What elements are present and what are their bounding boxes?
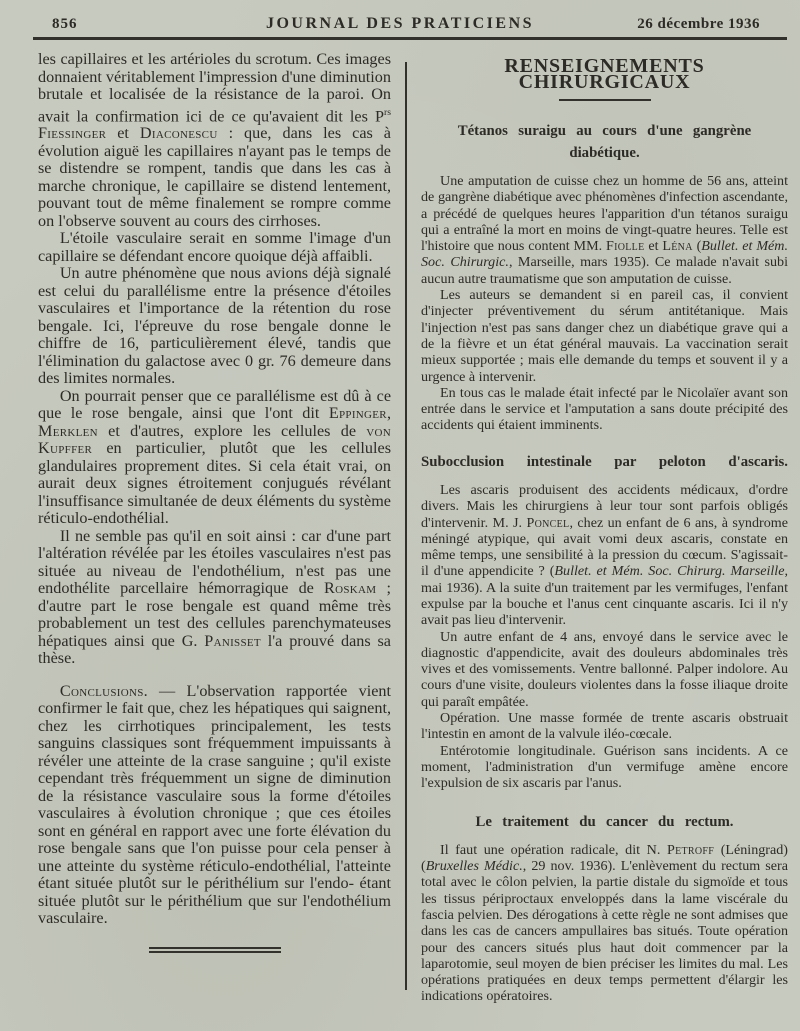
article-heading: Tétanos suraigu au cours d'une gangrène diabétique. bbox=[457, 122, 752, 161]
journal-title: JOURNAL DES PRATICIENS bbox=[265, 15, 535, 32]
paragraph: Il ne semble pas qu'il en soit ainsi : car d'une part l'altération révélée par les étoiles vasculaires n'est pas située au niveau de l'endothélium, n'est pas une endothélite parcellaire hémorragique de Roskam ; d'autre part le rose bengale est quand même très probablement un test des cellules parenchymateuses hépatiques ainsi que G. Panisset l'a prouvé dans sa thèse. bbox=[38, 526, 391, 668]
paragraph: Entérotomie longitudinale. Guérison sans incidents. A ce moment, l'administration d'un vermifuge amène encore l'expulsion de six ascaris par l'anus. bbox=[421, 742, 788, 792]
right-column bbox=[421, 50, 788, 1005]
page-number: 856 bbox=[52, 16, 78, 32]
left-column-paragraphs bbox=[38, 51, 391, 928]
article-heading: Le traitement du cancer du rectum. bbox=[475, 813, 734, 830]
column-divider bbox=[405, 62, 407, 990]
section-title-rule bbox=[559, 99, 651, 101]
article-subocclusion bbox=[421, 451, 788, 792]
issue-date: 26 décembre 1936 bbox=[637, 16, 760, 32]
paragraph: Conclusions. — L'observation rapportée vient confirmer le fait que, chez les hépatiques qui saignent, chez les cirrhotiques principalement, les tests sanguins classiques sont fréquemment impuissants à révéler une atteinte de la crase sanguine ; qu'il existe cependant très fréquemment un signe de diminution de la résistance vasculaire sous la forme d'étoiles vasculaires à évolution chronique ; que ces étoiles sont en général en rapport avec une forte élévation du rose bengale sans que l'on puisse pour cela penser à une atteinte du système réticulo-endothélial, l'atteinte étant située plutôt sur le périthélium sur l'endo- étant située plutôt sur le périthélium que sur l'endothélium vasculaire. bbox=[38, 681, 391, 928]
paragraph: En tous cas le malade était infecté par le Nicolaïer avant son entrée dans le service et l'amputation a sans doute précipité des accidents qui étaient imminents. bbox=[421, 384, 788, 434]
paragraph: Les ascaris produisent des accidents médicaux, d'ordre divers. Mais les chirurgiens à leur tour sont parfois obligés d'intervenir. M. J. Poncel, chez un enfant de 6 ans, à syndrome méningé atypique, qui avait vomi deux ascaris, constate en même temps, une sensibilité à la pression du cœcum. S'agissait-il d'une appendicite ? (Bullet. et Mém. Soc. Chirurg. Marseille, mai 1936). A la suite d'un traitement par les vermifuges, l'enfant expulse par la bouche et l'anus cent cinquante ascaris. Ici il n'y avait pas lieu d'intervenir. bbox=[421, 481, 788, 629]
paragraph: Un autre enfant de 4 ans, envoyé dans le service avec le diagnostic d'appendicite, avait des douleurs abdominales très vives et des vomissements. Ventre ballonné. Palper indolore. Au cours d'une visite, douleurs violentes dans la fosse iliaque droite qui paraît empâtée. bbox=[421, 628, 788, 710]
paragraph: Les auteurs se demandent si en pareil cas, il convient d'injecter préventivement du sérum antitétanique. Mais l'injection n'est pas sans danger chez un diabétique grave qui a de la fièvre et un état général mauvais. La vaccination serait mieux supportée ; mais elle demande du temps et souvent il y a urgence à intervenir. bbox=[421, 287, 788, 385]
article-cancer-rectum bbox=[421, 811, 788, 1005]
article-paragraphs bbox=[421, 482, 788, 792]
paragraph: Un autre phénomène que nous avions déjà signalé est celui du parallélisme entre la présence d'étoiles vasculaires et l'importance de la rétention du rose bengale. Ici, l'épreuve du rose bengale donne le chiffre de 16, particulièrement élevé, tandis que l'élimination du galactose avec 0 gr. 76 demeure dans des limites normales. bbox=[38, 264, 391, 388]
paragraph: On pourrait penser que ce parallélisme est dû à ce que le rose bengale, ainsi que l'ont dit Eppinger, Merklen et d'autres, explore les cellules de von Kupffer en particulier, plutôt que les cellules glandulaires proprement dites. Si cela était vrai, on aurait deux signes étroitement conjugués révélant l'insuffisance simultanée de deux éléments du système réticulo-endothélial. bbox=[38, 386, 391, 528]
section-title: RENSEIGNEMENTS CHIRURGICAUX bbox=[504, 55, 705, 94]
paragraph: Il faut une opération radicale, dit N. Petroff (Léningrad) (Bruxelles Médic., 29 nov. 1936). L'enlèvement du rectum sera total avec le côlon pelvien, la partie distale du sigmoïde et tous les tissus périproctaux enveloppés dans la lame viscérale du fascia pelvien. Des dérogations à cette règle ne sont admises que dans les cas de cancers ampullaires bas situés. Toute opération pour des cancers situés plus haut doit commencer par la laparotomie, seul moyen de bien préciser les limites du mal. Les opérations pratiquées en deux temps permettent d'élargir les indications opératoires. bbox=[421, 841, 788, 1005]
article-heading: Subocclusion intestinale par peloton d'ascaris. bbox=[421, 453, 788, 470]
article-paragraphs bbox=[421, 173, 788, 434]
paragraph: L'étoile vasculaire serait en somme l'image d'un capillaire se défendant encore quoique déjà affaibli. bbox=[38, 229, 391, 265]
paragraph: les capillaires et les artérioles du scrotum. Ces images donnaient véritablement l'impression d'une diminution brutale et localisée de la résistance de la paroi. On avait la confirmation ici de ce qu'avaient dit les $P^{rs}$ Fiessinger et Diaconescu : que, dans les cas à évolution aiguë les capillaires n'ayant pas le temps de se distendre se rompent, tandis que dans les cas à marche chronique, le capillaire se distend lentement, pouvant tout de même finalement se rompre comme on l'observe souvent au cours des cirrhoses. bbox=[38, 50, 391, 230]
left-column bbox=[38, 51, 391, 953]
paragraph: Une amputation de cuisse chez un homme de 56 ans, atteint de gangrène diabétique avec phénomènes d'infection ascendante, a précédé de quelques heures l'apparition d'un tétanos suraigu qui a entraîné la mort en moins de vingt-quatre heures. Telle est l'histoire que nous content MM. Fiolle et Léna (Bullet. et Mém. Soc. Chirurgic., Marseille, mars 1935). Ce malade n'avait subi aucun autre traumatisme que son amputation de cuisse. bbox=[421, 172, 789, 287]
article-tetanos bbox=[421, 120, 788, 434]
paragraph: Opération. Une masse formée de trente ascaris obstruait l'intestin en amont de la valvule iléo-cœcale. bbox=[421, 710, 788, 743]
article-paragraphs bbox=[421, 842, 788, 1005]
header-rule bbox=[33, 37, 787, 40]
article-end-rule bbox=[149, 947, 281, 953]
